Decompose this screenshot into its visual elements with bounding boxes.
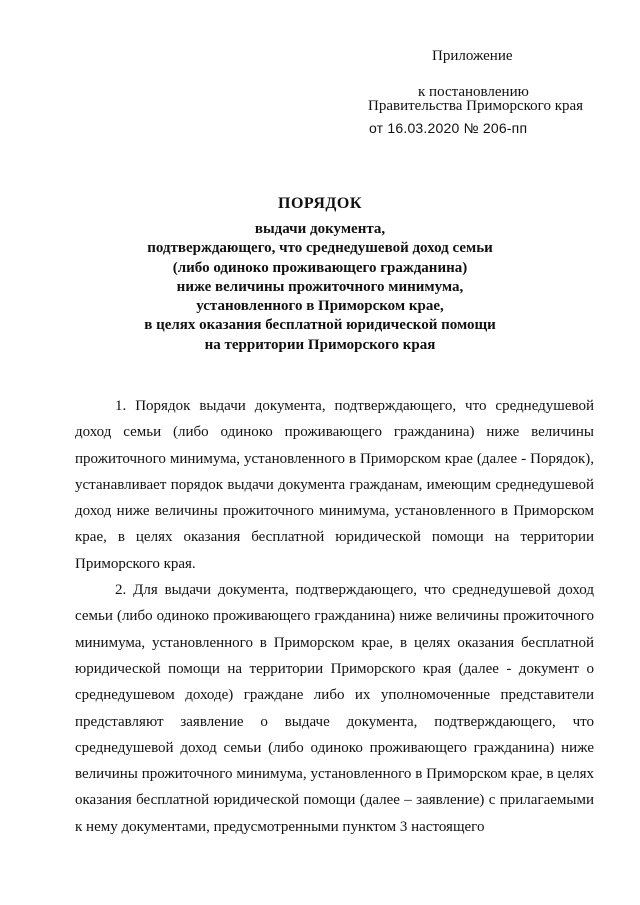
- subtitle-line: на территории Приморского края: [204, 336, 436, 353]
- subtitle-line: подтверждающего, что среднедушевой доход семьи: [147, 240, 493, 257]
- subtitle-line: ниже величины прожиточного минимума,: [176, 278, 464, 295]
- subtitle-line: выдачи документа,: [254, 221, 386, 237]
- appendix-line-2: Правительства Приморского края: [368, 98, 584, 114]
- appendix-label: Приложение: [432, 48, 513, 64]
- appendix-date-number: от 16.03.2020 № 206-пп: [369, 120, 528, 136]
- document-body: [75, 393, 594, 840]
- document-subtitle: [90, 220, 550, 355]
- paragraph: 1. Порядок выдачи документа, подтверждающего, что среднедушевой доход семьи (либо одиноко проживающего гражданина) ниже величины прожиточного минимума, установленного в Приморском крае (далее - Порядок), устанавливает порядок выдачи документа гражданам, имеющим среднедушевой доход ниже величины прожиточного минимума, установленного в Приморском крае, в целях оказания бесплатной юридической помощи на территории Приморского края.: [75, 398, 594, 572]
- document-title: ПОРЯДОК: [278, 195, 362, 212]
- paragraph: 2. Для выдачи документа, подтверждающего, что среднедушевой доход семьи (либо одиноко проживающего гражданина) ниже величины прожиточного минимума, установленного в Приморском крае, в целях оказания бесплатной юридической помощи на территории Приморского края (далее - документ о среднедушевом доходе) граждане либо их уполномоченные представители представляют заявление о выдаче документа, подтверждающего, что среднедушевой доход семьи (либо одиноко проживающего гражданина) ниже величины прожиточного минимума, установленного в Приморском крае, в целях оказания бесплатной юридической помощи (далее – заявление) с прилагаемыми к нему документами, предусмотренными пунктом 3 настоящего: [75, 582, 594, 835]
- appendix-line-1: к постановлению: [418, 84, 529, 100]
- subtitle-line: установленного в Приморском крае,: [196, 298, 444, 315]
- subtitle-line: (либо одиноко проживающего гражданина): [172, 259, 468, 276]
- subtitle-line: в целях оказания бесплатной юридической помощи: [144, 317, 496, 334]
